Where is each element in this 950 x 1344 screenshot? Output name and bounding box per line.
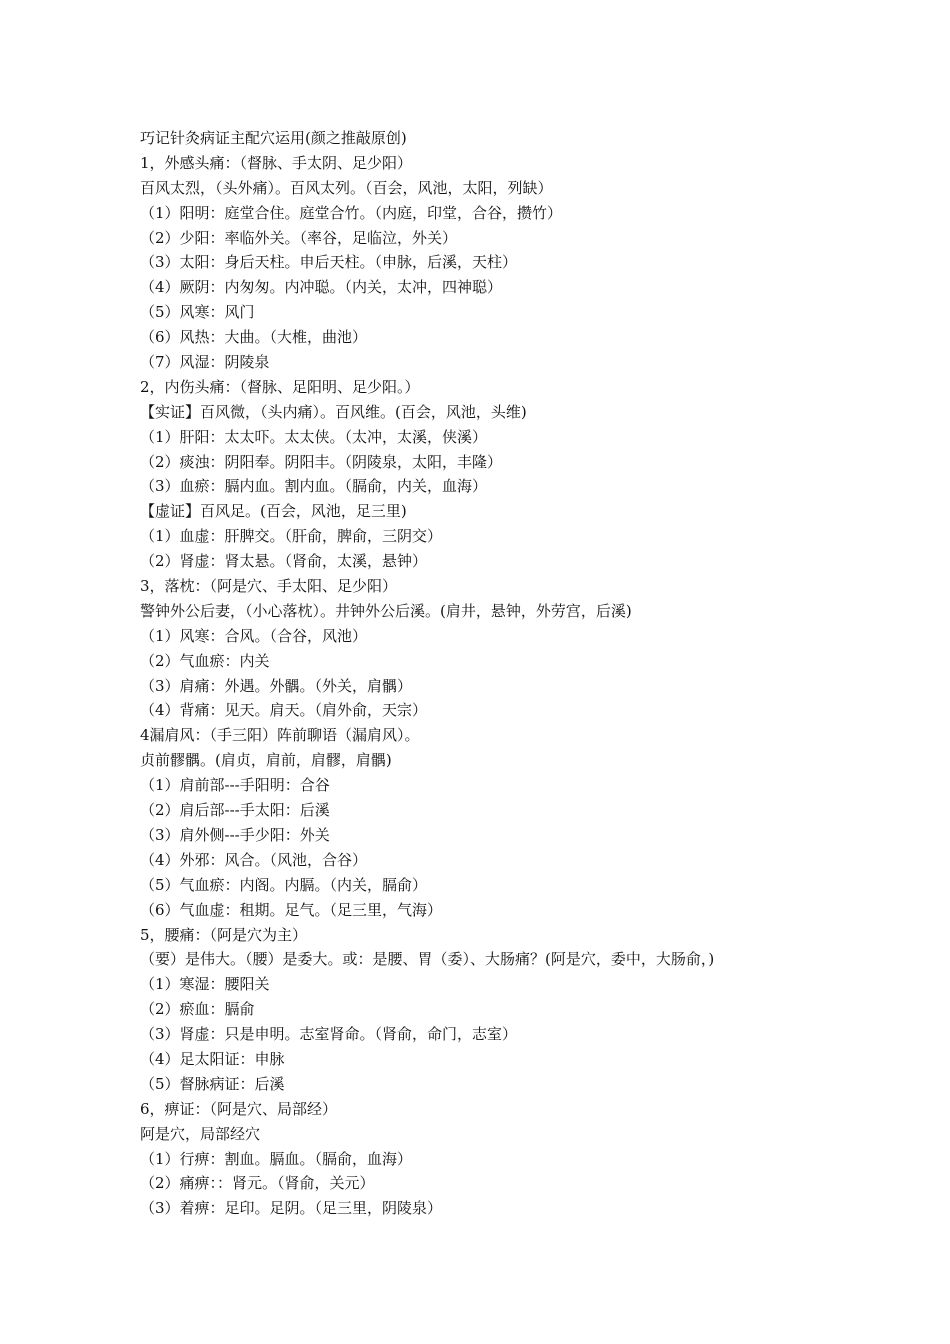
text-line: （2）肾虚：肾太悬。（肾俞，太溪，悬钟） bbox=[140, 552, 428, 571]
text-line: （3）血瘀：膈内血。割内血。（膈俞，内关，血海） bbox=[140, 477, 488, 496]
text-line: 【实证】百风微，（头内痛）。百风维。(百会，风池，头维) bbox=[140, 402, 527, 421]
text-line: （3）肩痛：外遇。外髃。（外关，肩髃） bbox=[140, 676, 413, 695]
section-heading: 5，腰痛：（阿是穴为主） bbox=[140, 925, 308, 944]
text-line: （1）血虚：肝脾交。（肝俞，脾俞，三阴交） bbox=[140, 527, 443, 546]
text-line: （2）瘀血：膈俞 bbox=[140, 1000, 255, 1019]
section-heading: 4漏肩风：（手三阳）阵前聊语（漏肩风）。 bbox=[140, 726, 420, 745]
text-line: 贞前髎髃。(肩贞，肩前，肩髎，肩髃) bbox=[140, 751, 392, 770]
text-line: （1）寒湿：腰阳关 bbox=[140, 975, 270, 994]
section-heading: 2，内伤头痛：（督脉、足阳明、足少阳。） bbox=[140, 377, 420, 396]
text-line: （3）着痹：足印。足阴。（足三里，阴陵泉） bbox=[140, 1199, 443, 1218]
text-line: 【虚证】百风足。(百会，风池，足三里) bbox=[140, 502, 407, 521]
text-line: （1）风寒：合风。（合谷，风池） bbox=[140, 626, 368, 645]
text-line: 百风太烈，（头外痛）。百风太列。（百会，风池，太阳，列缺） bbox=[140, 178, 553, 197]
text-line: （4）外邪：风合。（风池，合谷） bbox=[140, 850, 368, 869]
text-line: （2）肩后部---手太阳：后溪 bbox=[140, 801, 330, 820]
text-line: （2）痰浊：阴阳奉。阴阳丰。（阴陵泉，太阳，丰隆） bbox=[140, 452, 503, 471]
text-line: （3）太阳：身后天柱。申后天柱。（申脉，后溪，天柱） bbox=[140, 253, 518, 272]
text-line: （5）督脉病证：后溪 bbox=[140, 1074, 285, 1093]
text-line: （4）足太阳证：申脉 bbox=[140, 1049, 285, 1068]
section-heading: 3，落枕：（阿是穴、手太阳、足少阳） bbox=[140, 577, 398, 596]
text-line: 阿是穴，局部经穴 bbox=[140, 1124, 261, 1143]
text-line: （要）是伟大。（腰）是委大。或：是腰、胃（委）、大肠痛？(阿是穴，委中，大肠俞，) bbox=[140, 950, 715, 969]
text-line: （5）风寒：风门 bbox=[140, 303, 255, 322]
text-line: （4）背痛：见天。肩天。（肩外俞，天宗） bbox=[140, 701, 428, 720]
text-line: （2）少阳：率临外关。（率谷，足临泣，外关） bbox=[140, 228, 458, 247]
text-line: （4）厥阴：内匆匆。内冲聪。（内关，太冲，四神聪） bbox=[140, 278, 503, 297]
text-line: （1）阳明：庭堂合住。庭堂合竹。（内庭，印堂，合谷，攒竹） bbox=[140, 203, 563, 222]
text-line: （6）气血虚：租期。足气。（足三里，气海） bbox=[140, 900, 443, 919]
text-line: （1）肝阳：太太吓。太太侠。（太冲，太溪，侠溪） bbox=[140, 427, 488, 446]
section-heading: 6，痹证：（阿是穴、局部经） bbox=[140, 1099, 338, 1118]
text-line: （3）肾虚：只是申明。志室肾命。（肾俞，命门，志室） bbox=[140, 1025, 518, 1044]
text-line: 警钟外公后妻，（小心落枕）。井钟外公后溪。(肩井，悬钟，外劳宫，后溪) bbox=[140, 601, 632, 620]
text-line: （2）痛痹：：肾元。（肾俞，关元） bbox=[140, 1174, 375, 1193]
text-line: （7）风湿：阴陵泉 bbox=[140, 353, 270, 372]
document-title: 巧记针灸病证主配穴运用(颜之推敲原创) bbox=[140, 129, 407, 147]
text-line: （1）肩前部---手阳明：合谷 bbox=[140, 776, 330, 795]
text-line: （5）气血瘀：内阁。内膈。（内关，膈俞） bbox=[140, 875, 428, 894]
text-line: （2）气血瘀：内关 bbox=[140, 651, 270, 670]
text-line: （1）行痹：割血。膈血。（膈俞，血海） bbox=[140, 1149, 413, 1168]
text-line: （6）风热：大曲。（大椎，曲池） bbox=[140, 328, 368, 347]
document-body bbox=[140, 126, 830, 1221]
text-line: （3）肩外侧---手少阳：外关 bbox=[140, 825, 330, 844]
section-heading: 1，外感头痛：（督脉、手太阴、足少阳） bbox=[140, 153, 413, 172]
